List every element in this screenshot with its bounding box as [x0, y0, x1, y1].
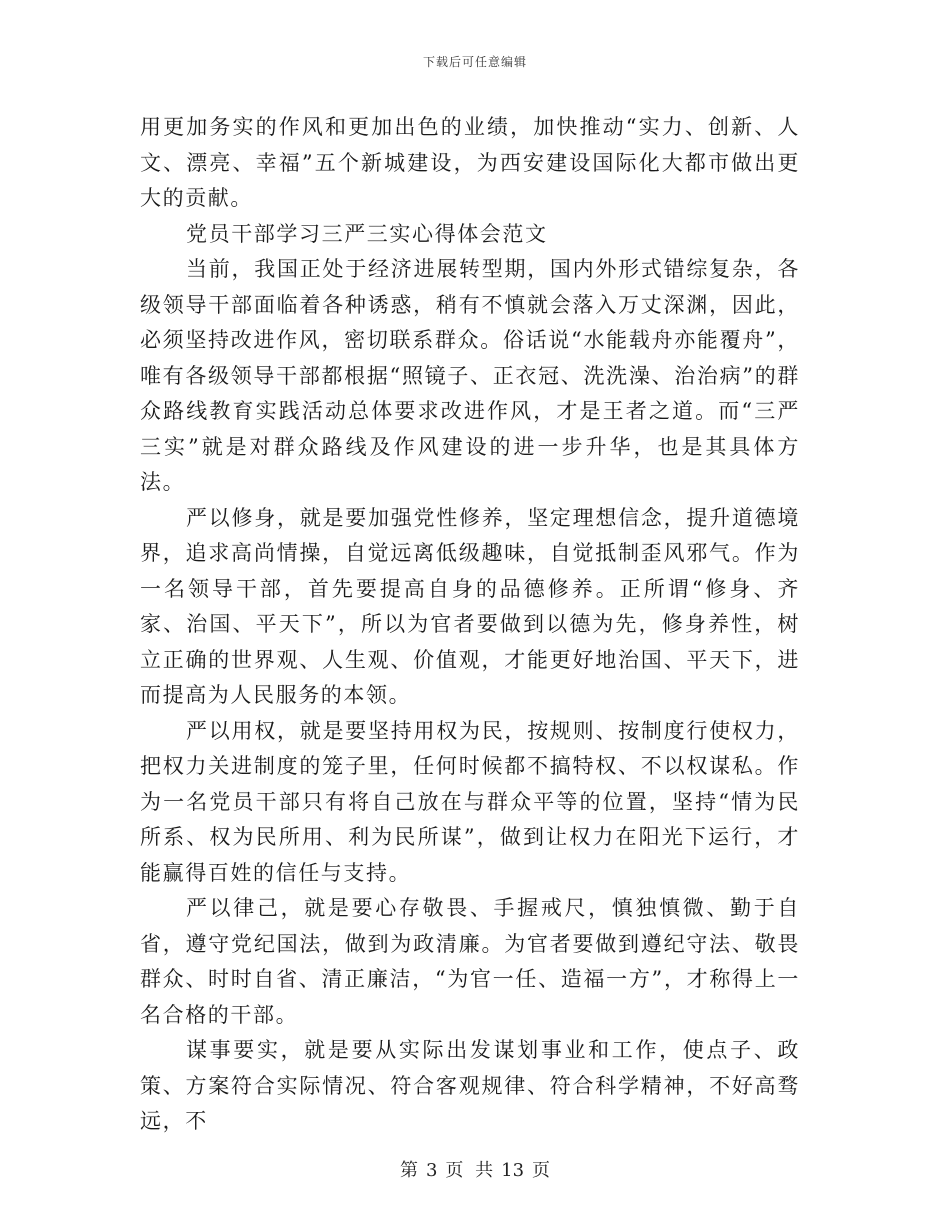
paragraph-use-of-power: 严以用权，就是要坚持用权为民，按规则、按制度行使权力，把权力关进制度的笼子里，任何时候都不搞特权、不以权谋私。作为一名党员干部只有将自己放在与群众平等的位置，坚持“情为民所系、权为民所用、利为民所谋”，做到让权力在阳光下运行，才能赢得百姓的信任与支持。: [140, 718, 800, 885]
paragraph-intro: 当前，我国正处于经济进展转型期，国内外形式错综复杂，各级领导干部面临着各种诱惑，稍有不慎就会落入万丈深渊，因此，必须坚持改进作风，密切联系群众。俗话说“水能载舟亦能覆舟”，唯有各级领导干部都根据“照镜子、正衣冠、洗洗澡、治治病”的群众路线教育实践活动总体要求改进作风，才是王者之道。而“三严三实”就是对群众路线及作风建设的进一步升华，也是其具体方法。: [140, 257, 800, 494]
paragraph-practical-planning: 谋事要实，就是要从实际出发谋划事业和工作，使点子、政策、方案符合实际情况、符合客观规律、符合科学精神，不好高骛远，不: [140, 1038, 800, 1133]
footer-middle: 页 共: [445, 1160, 494, 1181]
page-number: 3: [425, 1160, 438, 1181]
page-footer: [0, 1156, 950, 1182]
page-header: 下载后可任意编辑: [422, 55, 527, 69]
paragraph-1: 用更加务实的作风和更加出色的业绩，加快推动“实力、创新、人文、漂亮、幸福”五个新城建设，为西安建设国际化大都市做出更大的贡献。: [140, 115, 800, 210]
footer-prefix: 第: [399, 1160, 418, 1181]
paragraph-self-cultivation: 严以修身，就是要加强党性修养，坚定理想信念，提升道德境界，追求高尚情操，自觉远离低级趣味，自觉抵制歪风邪气。作为一名领导干部，首先要提高自身的品德修养。正所谓“修身、齐家、治国、平天下”，所以为官者要做到以德为先，修身养性，树立正确的世界观、人生观、价值观，才能更好地治国、平天下，进而提高为人民服务的本领。: [140, 505, 800, 707]
total-pages: 13: [501, 1160, 525, 1181]
section-title: 党员干部学习三严三实心得体会范文: [186, 221, 548, 246]
document-body: [140, 110, 800, 1140]
paragraph-self-discipline: 严以律己，就是要心存敬畏、手握戒尺，慎独慎微、勤于自省，遵守党纪国法，做到为政清廉。为官者要做到遵纪守法、敬畏群众、时时自省、清正廉洁，“为官一任、造福一方”，才称得上一名合格的干部。: [140, 896, 800, 1027]
footer-suffix: 页: [532, 1160, 551, 1181]
